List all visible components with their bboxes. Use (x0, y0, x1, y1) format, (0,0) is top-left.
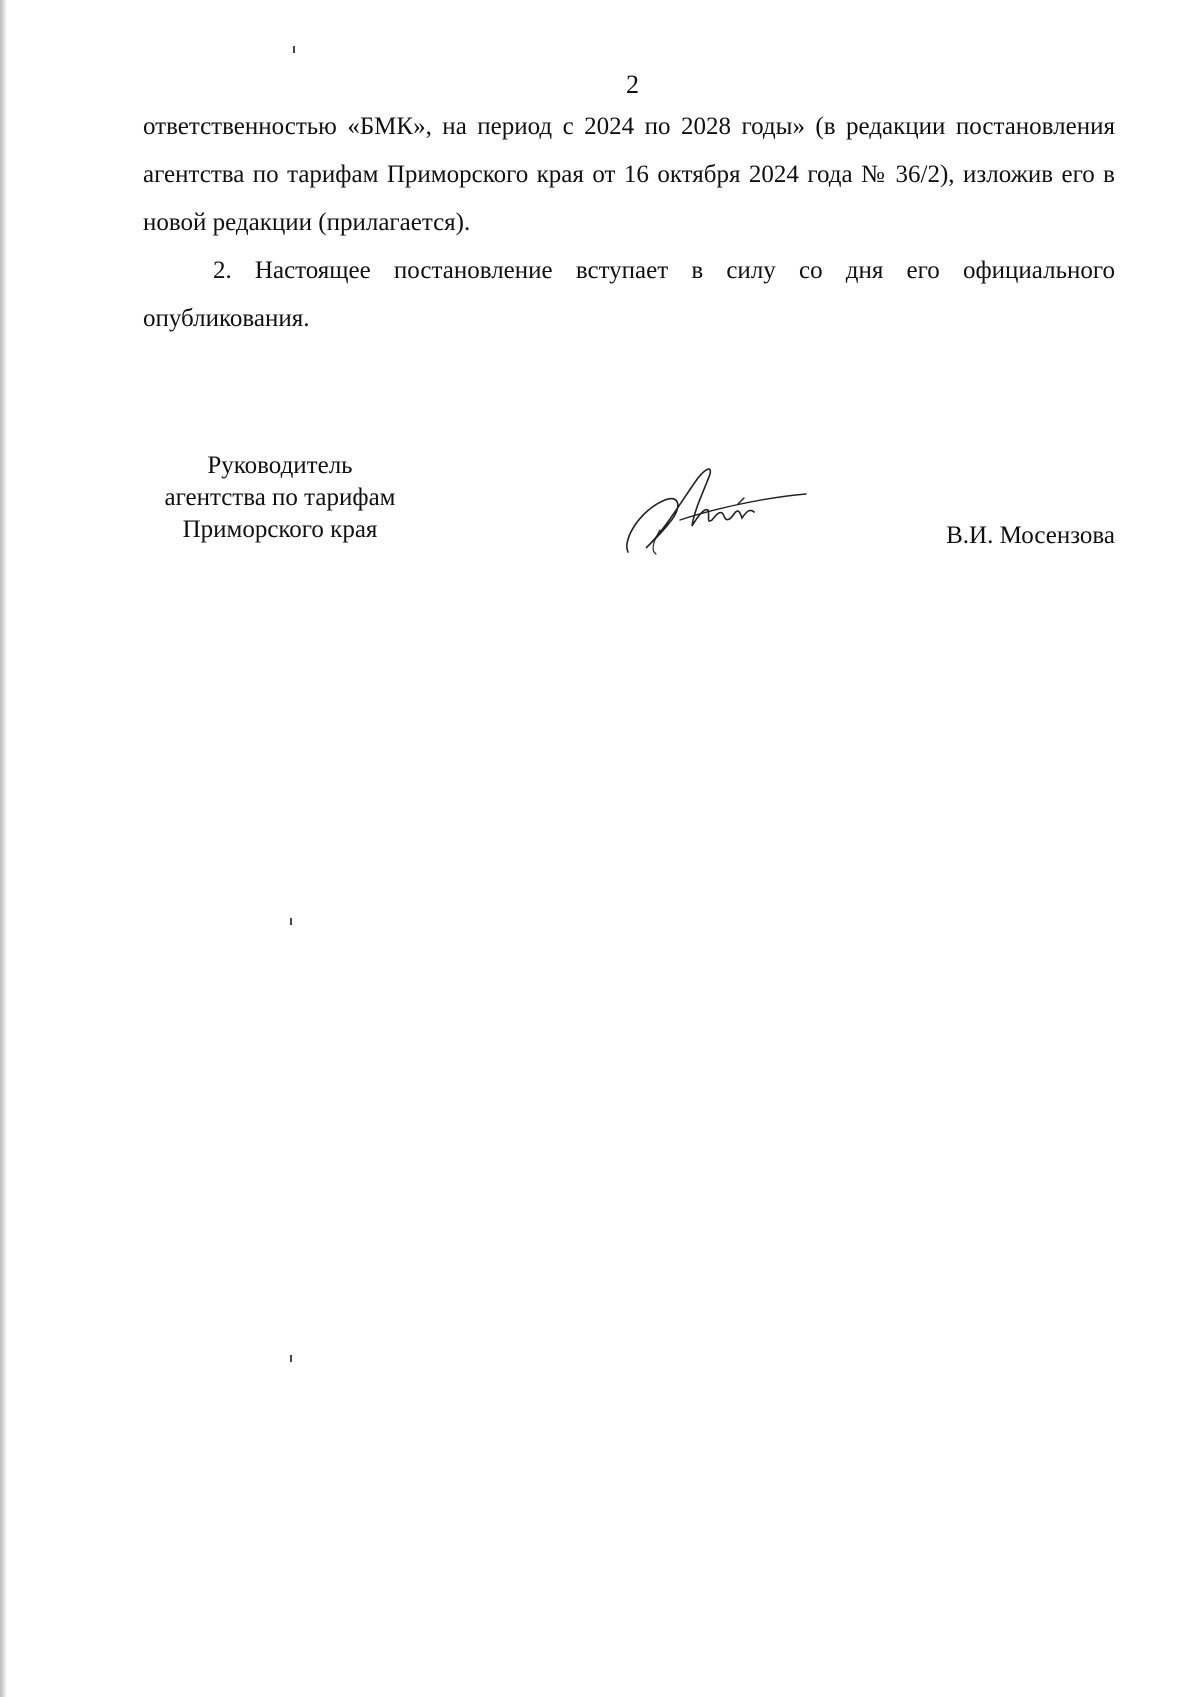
scan-mark (290, 918, 292, 925)
scan-mark (293, 46, 295, 53)
position-line: Приморского края (182, 516, 378, 543)
signatory-position (130, 450, 430, 546)
position-line: агентства по тарифам (164, 484, 396, 511)
position-line: Руководитель (207, 452, 353, 479)
paragraph-continuation: ответственностью «БМК», на период с 2024 по 2028 годы» (в редакции постановления агентства по тарифам Приморского края от 16 октября 2024 года № 36/2), изложив его в новой редакции (прилагается). (143, 113, 1115, 236)
page-number: 2 (626, 70, 639, 99)
scan-mark (290, 1355, 292, 1362)
signer-name: В.И. Мосензова (946, 522, 1115, 549)
paragraph-2: 2. Настоящее постановление вступает в силу со дня его официального опубликования. (143, 257, 1115, 332)
handwritten-signature-icon (620, 460, 810, 560)
scan-edge-shadow (0, 0, 7, 1697)
